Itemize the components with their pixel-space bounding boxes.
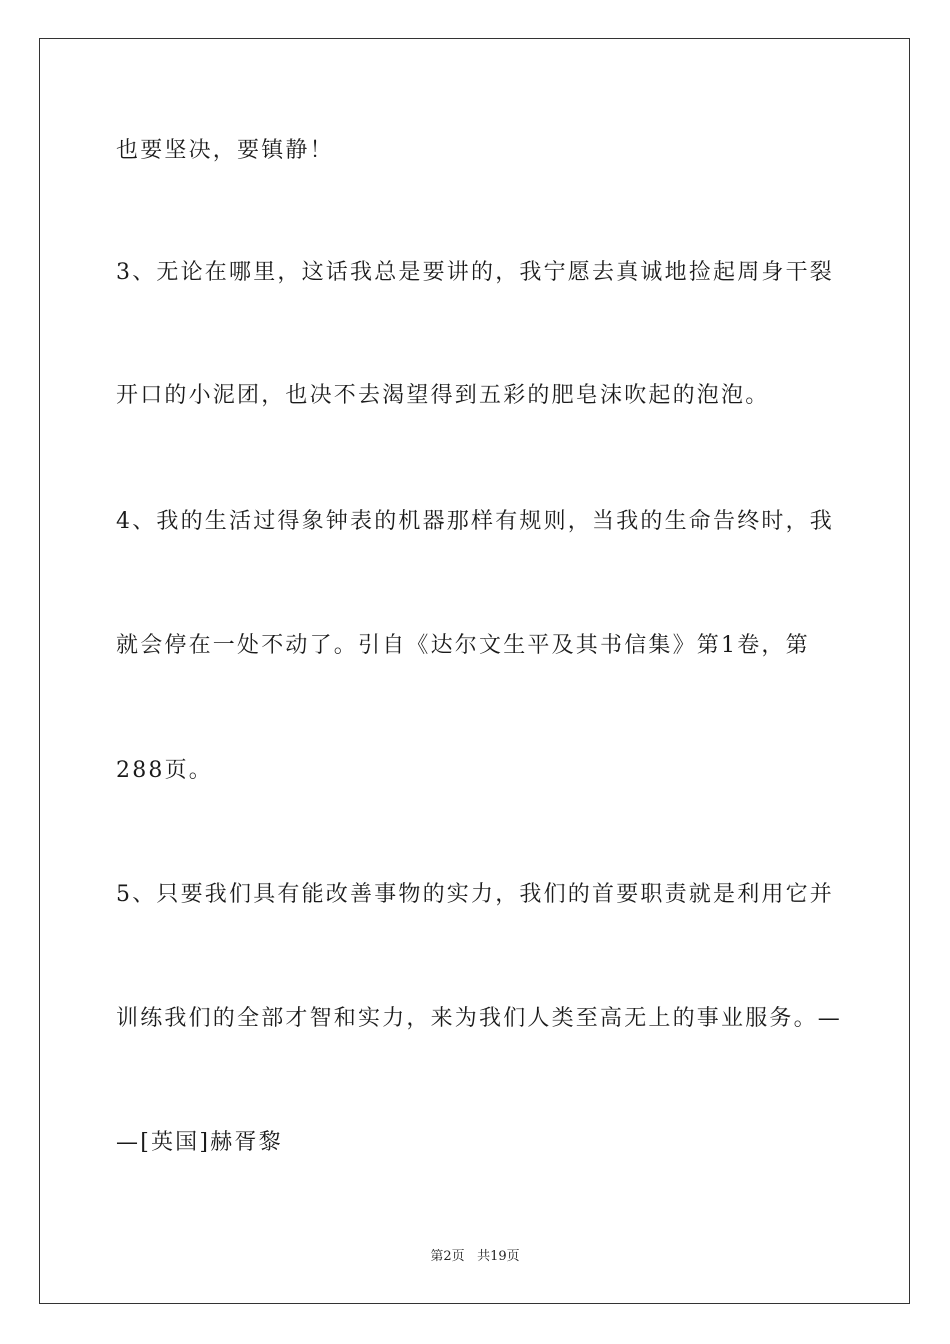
text-line: 也要坚决，要镇静！ [116, 138, 334, 163]
text-line: 就会停在一处不动了。引自《达尔文生平及其书信集》第1卷，第 [116, 633, 810, 658]
page-number: 第2页 [430, 1249, 465, 1264]
text-line: 4、我的生活过得象钟表的机器那样有规则，当我的生命告终时，我 [116, 509, 834, 534]
text-line: 5、只要我们具有能改善事物的实力，我们的首要职责就是利用它并 [116, 882, 834, 907]
text-line: 训练我们的全部才智和实力，来为我们人类至高无上的事业服务。— [116, 1006, 843, 1031]
text-line: 开口的小泥团，也决不去渴望得到五彩的肥皂沫吹起的泡泡。 [116, 383, 770, 408]
text-line: 3、无论在哪里，这话我总是要讲的，我宁愿去真诚地捡起周身干裂 [116, 260, 834, 285]
page-footer [0, 1245, 950, 1264]
page-frame [39, 38, 910, 1304]
page-total: 共19页 [477, 1249, 520, 1264]
text-line: —[英国]赫胥黎 [116, 1130, 283, 1155]
text-line: 288页。 [116, 758, 213, 783]
